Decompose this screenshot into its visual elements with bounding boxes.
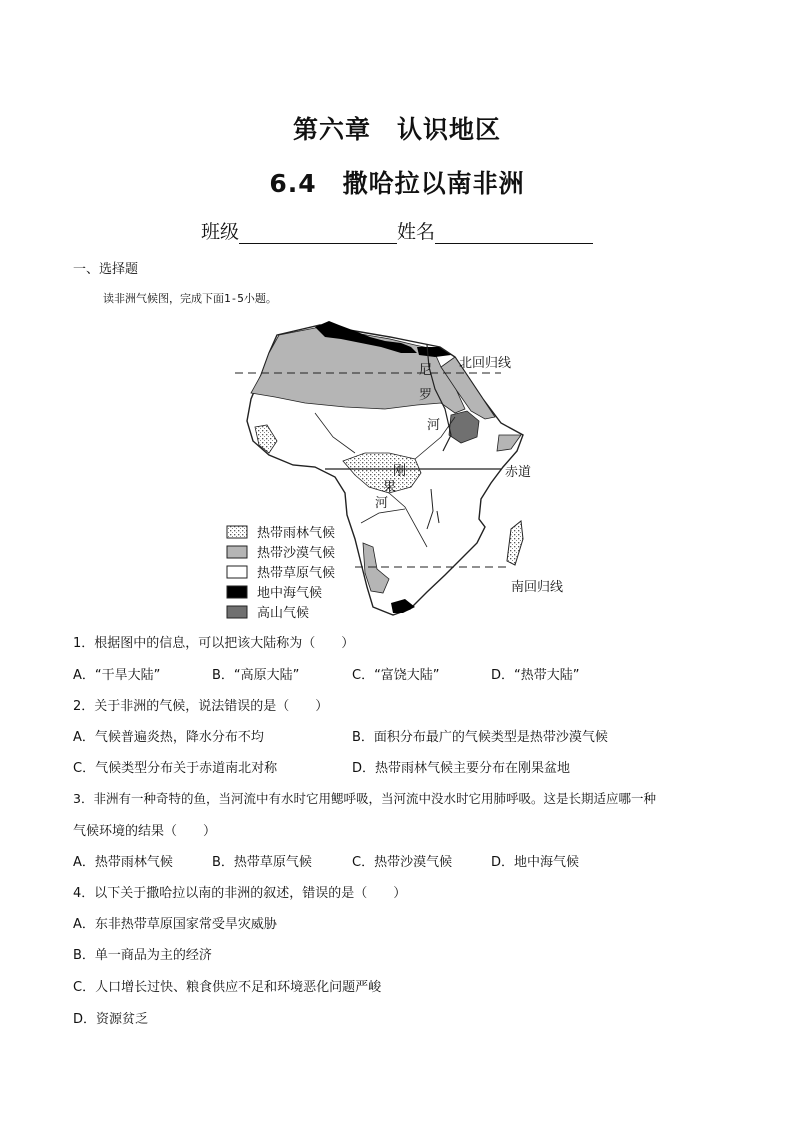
tropic-capricorn-label: 南回归线 [511,580,564,595]
q4-option-a[interactable]: A．东非热带草原国家常受旱灾威胁 [73,917,277,932]
legend-label-savanna: 热带草原气候 [257,566,336,581]
q1-option-d[interactable]: D．“热带大陆” [491,668,580,683]
question-intro: 读非洲气候图，完成下面1-5小题。 [103,292,277,305]
name-blank[interactable] [435,223,593,244]
legend-label-rainforest: 热带雨林气候 [257,526,336,541]
question-1: 1．根据图中的信息，可以把该大陆称为（ ） [73,636,355,651]
congo-label-3: 河 [375,496,389,511]
q2-option-c[interactable]: C．气候类型分布关于赤道南北对称 [73,761,278,776]
nile-label-1: 尼 [419,363,433,378]
equator-label: 赤道 [505,465,532,480]
q4-option-c[interactable]: C．人口增长过快、粮食供应不足和环境恶化问题严峻 [73,980,382,995]
legend-swatch-savanna [227,566,247,578]
legend-swatch-desert [227,546,247,558]
madagascar [507,521,523,565]
class-blank[interactable] [239,223,397,244]
legend-label-desert: 热带沙漠气候 [257,546,336,561]
congo-label-2: 果 [383,480,397,495]
legend-label-highland: 高山气候 [257,606,310,621]
q2-option-a[interactable]: A．气候普遍炎热，降水分布不均 [73,730,264,745]
q3-option-d[interactable]: D．地中海气候 [491,855,580,870]
chapter-title: 第六章 认识地区 [292,115,501,144]
class-label: 班级 [200,221,239,243]
tropic-cancer-label: 北回归线 [459,356,512,371]
africa-climate-map [205,317,565,622]
name-label: 姓名 [397,221,436,243]
question-3-continued: 气候环境的结果（ ） [73,824,217,839]
q1-option-a[interactable]: A．“干旱大陆” [73,668,161,683]
legend-swatch-rainforest [227,526,247,538]
lesson-title: 6.4 撒哈拉以南非洲 [269,169,525,198]
q2-option-d[interactable]: D．热带雨林气候主要分布在刚果盆地 [352,761,571,776]
q4-option-d[interactable]: D．资源贫乏 [73,1012,149,1027]
q3-option-b[interactable]: B．热带草原气候 [212,855,312,870]
legend-swatch-mediterranean [227,586,247,598]
student-info-line [0,217,794,244]
q3-option-c[interactable]: C．热带沙漠气候 [352,855,453,870]
nile-label-2: 罗 [419,388,433,403]
q1-option-c[interactable]: C．“富饶大陆” [352,668,440,683]
q4-option-b[interactable]: B．单一商品为主的经济 [73,948,212,963]
map-legend [227,525,335,621]
nile-label-3: 河 [427,418,441,433]
legend-swatch-highland [227,606,247,618]
q3-option-a[interactable]: A．热带雨林气候 [73,855,173,870]
question-4: 4．以下关于撒哈拉以南的非洲的叙述，错误的是（ ） [73,886,407,901]
section-heading: 一、选择题 [73,262,139,277]
legend-label-mediterranean: 地中海气候 [257,586,323,601]
question-3: 3．非洲有一种奇特的鱼，当河流中有水时它用鳃呼吸，当河流中没水时它用肺呼吸。这是长期适应哪一种 [73,791,656,806]
q2-option-b[interactable]: B．面积分布最广的气候类型是热带沙漠气候 [352,730,608,745]
q1-option-b[interactable]: B．“高原大陆” [212,668,300,683]
congo-label-1: 刚 [393,464,407,479]
question-2: 2．关于非洲的气候，说法错误的是（ ） [73,699,329,714]
